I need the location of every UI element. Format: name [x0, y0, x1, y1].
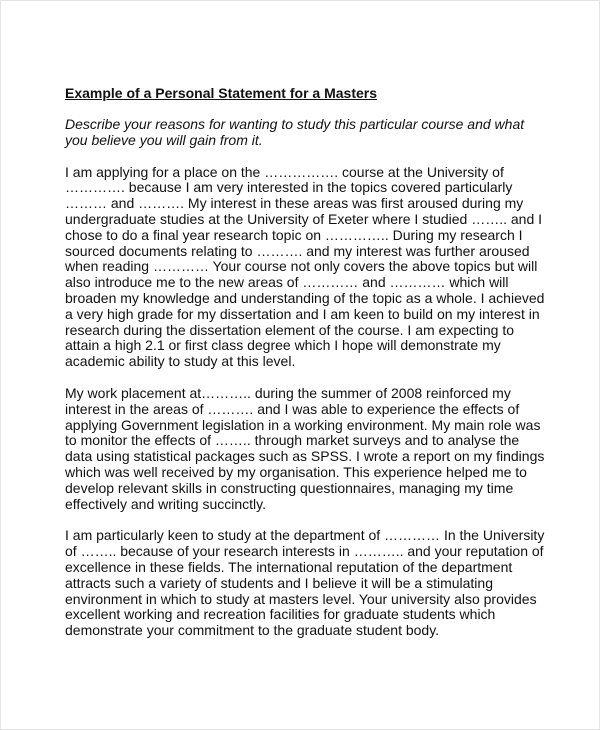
paragraph-line: a very high grade for my dissertation and I am keen to build on my interest in [65, 305, 540, 322]
paragraph-line: also introduce me to the new areas of ………… and ………… which will [65, 274, 509, 291]
paragraph-academic-background [65, 165, 555, 370]
paragraph-line: I am applying for a place on the ……………. course at the University of [65, 163, 504, 180]
prompt-line: Describe your reasons for wanting to study this particular course and what [65, 116, 525, 132]
paragraph-line: when reading ………… Your course not only covers the above topics but will [65, 258, 538, 275]
paragraph-line: broaden my knowledge and understanding of the topic as a whole. I achieved [65, 289, 545, 306]
paragraph-work-placement [65, 386, 555, 512]
paragraph-line: attain a high 2.1 or first class degree which I hope will demonstrate my [65, 337, 501, 354]
paragraph-line: environment in which to study at masters level. Your university also provides [65, 590, 537, 607]
paragraph-line: undergraduate studies at the University of Exeter where I studied …….. and I [65, 210, 543, 227]
prompt-question [65, 117, 555, 149]
paragraph-department-interest [65, 528, 555, 639]
paragraph-line: effectively and writing succinctly. [65, 495, 267, 512]
paragraph-line: to monitor the effects of …….. through market surveys and to analyse the [65, 432, 520, 449]
paragraph-line: chose to do a final year research topic on ………….. During my research I [65, 226, 523, 243]
paragraph-line: I am particularly keen to study at the department of ………… In the University [65, 527, 545, 544]
paragraph-line: demonstrate your commitment to the graduate student body. [65, 622, 440, 639]
paragraph-line: develop relevant skills in constructing questionnaires, managing my time [65, 479, 514, 496]
prompt-line: you believe you will gain from it. [65, 131, 263, 148]
paragraph-line: interest in the areas of ………. and I was able to experience the effects of [65, 400, 520, 417]
document-title: Example of a Personal Statement for a Masters [65, 85, 377, 101]
paragraph-line: attracts such a variety of students and I believe it will be a stimulating [65, 574, 493, 591]
paragraph-line: applying Government legislation in a working environment. My main role was [65, 416, 541, 433]
paragraph-line: of …….. because of your research interests in ……….. and your reputation of [65, 543, 544, 560]
paragraph-line: ……… and ………. My interest in these areas was first aroused during my [65, 195, 524, 212]
paragraph-line: My work placement at……….. during the summer of 2008 reinforced my [65, 384, 511, 401]
paragraph-line: data using statistical packages such as SPSS. I wrote a report on my findings [65, 448, 545, 465]
paragraph-line: academic ability to study at this level. [65, 353, 296, 370]
paragraph-line: excellent working and recreation facilities for graduate students which [65, 606, 496, 623]
paragraph-line: …………. because I am very interested in the topics covered particularly [65, 179, 513, 196]
document-body [65, 85, 555, 639]
paragraph-line: research during the dissertation element of the course. I am expecting to [65, 321, 515, 338]
paragraph-line: excellence in these fields. The international reputation of the department [65, 558, 513, 575]
paragraph-line: sourced documents relating to ………. and my interest was further aroused [65, 242, 530, 259]
paragraph-line: which was well received by my organisation. This experience helped me to [65, 463, 527, 480]
